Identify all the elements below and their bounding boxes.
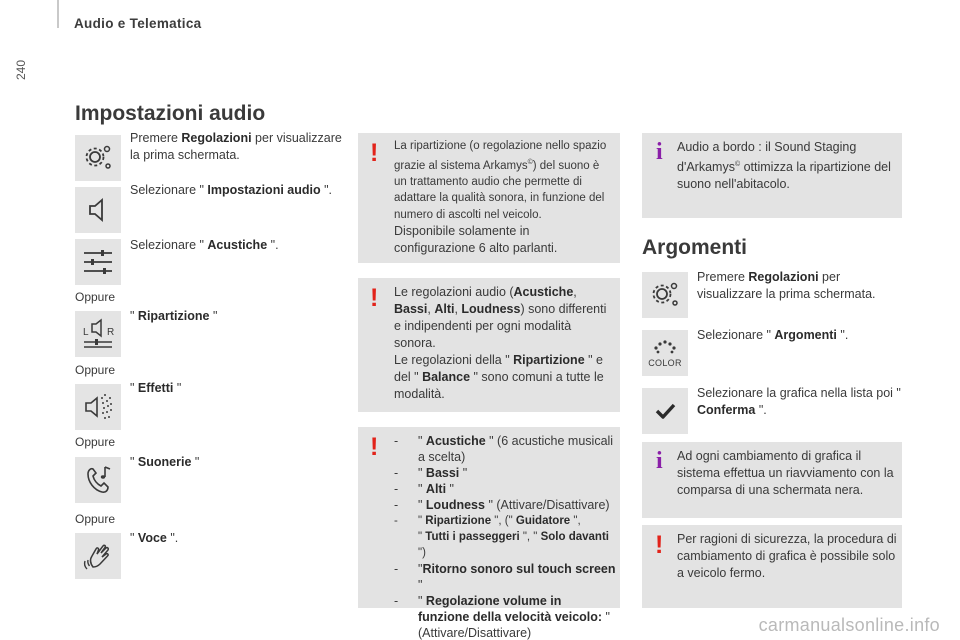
oppure-label-3: Oppure xyxy=(75,435,116,449)
left-step-4: " Ripartizione " xyxy=(130,309,218,323)
left-step-3: Selezionare " Acustiche ". xyxy=(130,238,279,252)
checkmark-icon xyxy=(642,388,688,434)
color-label: COLOR xyxy=(648,358,682,368)
right-step-1: Premere Regolazioni per visualizzare la prima schermata. xyxy=(697,270,876,301)
list-item: - " Ripartizione ", (" Guidatore ", " Tutti i passeggeri ", " Solo davanti ") xyxy=(394,515,609,559)
oppure-label-1: Oppure xyxy=(75,290,116,304)
section-header: Audio e Telematica xyxy=(74,16,202,31)
info-icon: i xyxy=(656,448,663,474)
info-text-reboot: Ad ogni cambiamento di grafica il sistema effettua un riavviamento con la comparsa di una schermata nera. xyxy=(677,449,894,497)
list-item: - " Bassi " xyxy=(394,466,468,480)
oppure-label-2: Oppure xyxy=(75,363,116,377)
warning-icon: ! xyxy=(370,433,379,461)
warning-text-1: La ripartizione (o regolazione nello spazio grazie al sistema Arkamys©) del suono è un trattamento audio che permette di adattare la qualità sonora, in funzione del numero di ascolti nel veicolo. Disponibile solamente in configurazione 6 alto parlanti. xyxy=(394,140,607,256)
info-box-sound-staging xyxy=(642,133,902,218)
warning-icon: ! xyxy=(370,284,379,312)
voice-hand-icon xyxy=(75,533,121,579)
settings-list xyxy=(394,433,616,640)
header-divider xyxy=(57,0,59,28)
warning-icon: ! xyxy=(370,139,379,167)
watermark: carmanualsonline.info xyxy=(758,615,940,635)
page-number: 240 xyxy=(14,59,28,80)
info-box-reboot xyxy=(642,442,902,518)
left-step-1: Premere Regolazioni per visualizzare la prima schermata. xyxy=(130,131,342,162)
svg-text:L: L xyxy=(83,327,89,338)
warning-box-ripartizione xyxy=(358,133,620,263)
list-item: - " Loudness " (Attivare/Disattivare) xyxy=(394,498,610,512)
oppure-label-4: Oppure xyxy=(75,512,116,526)
color-palette-icon xyxy=(642,330,688,376)
list-item: - " Acustiche " (6 acustiche musicali a scelta) xyxy=(394,434,614,464)
warning-box-regolazioni xyxy=(358,278,620,412)
balance-lr-icon xyxy=(75,311,121,357)
gear-icon xyxy=(75,135,121,181)
list-item: - " Alti " xyxy=(394,482,454,496)
info-icon: i xyxy=(656,139,663,165)
warning-box-safety xyxy=(642,525,902,608)
info-text-sound-staging: Audio a bordo : il Sound Staging d'Arkamys© ottimizza la ripartizione del suono nell'abitacolo. xyxy=(677,140,891,192)
right-step-3: Selezionare la grafica nella lista poi " Conferma ". xyxy=(697,386,901,417)
speaker-icon xyxy=(75,187,121,233)
list-item: - "Ritorno sonoro sul touch screen " xyxy=(394,562,616,592)
left-title: Impostazioni audio xyxy=(75,102,266,125)
warning-text-safety: Per ragioni di sicurezza, la procedura di cambiamento di grafica è possibile solo a veicolo fermo. xyxy=(677,532,897,580)
warning-box-list xyxy=(358,427,620,640)
right-step-2: Selezionare " Argomenti ". xyxy=(697,328,849,342)
warning-icon: ! xyxy=(655,531,664,559)
right-title: Argomenti xyxy=(642,236,747,259)
equalizer-icon xyxy=(75,239,121,285)
svg-text:R: R xyxy=(107,327,115,338)
left-step-6: " Suonerie " xyxy=(130,455,200,469)
note-phone-icon xyxy=(75,457,121,503)
left-step-2: Selezionare " Impostazioni audio ". xyxy=(130,183,332,197)
left-step-7: " Voce ". xyxy=(130,531,179,545)
gear-icon xyxy=(642,272,688,318)
list-item: - " Regolazione volume in funzione della velocità veicolo: " (Attivare/Disattivare) xyxy=(394,594,610,640)
warning-text-2: Le regolazioni audio (Acustiche, Bassi, Alti, Loudness) sono differenti e indipendenti per ogni modalità sonora. Le regolazioni della " Ripartizione " e del " Balance " sono comuni a tutte le modalità. xyxy=(394,285,607,401)
effects-speaker-icon xyxy=(75,384,121,430)
left-step-5: " Effetti " xyxy=(130,381,182,395)
